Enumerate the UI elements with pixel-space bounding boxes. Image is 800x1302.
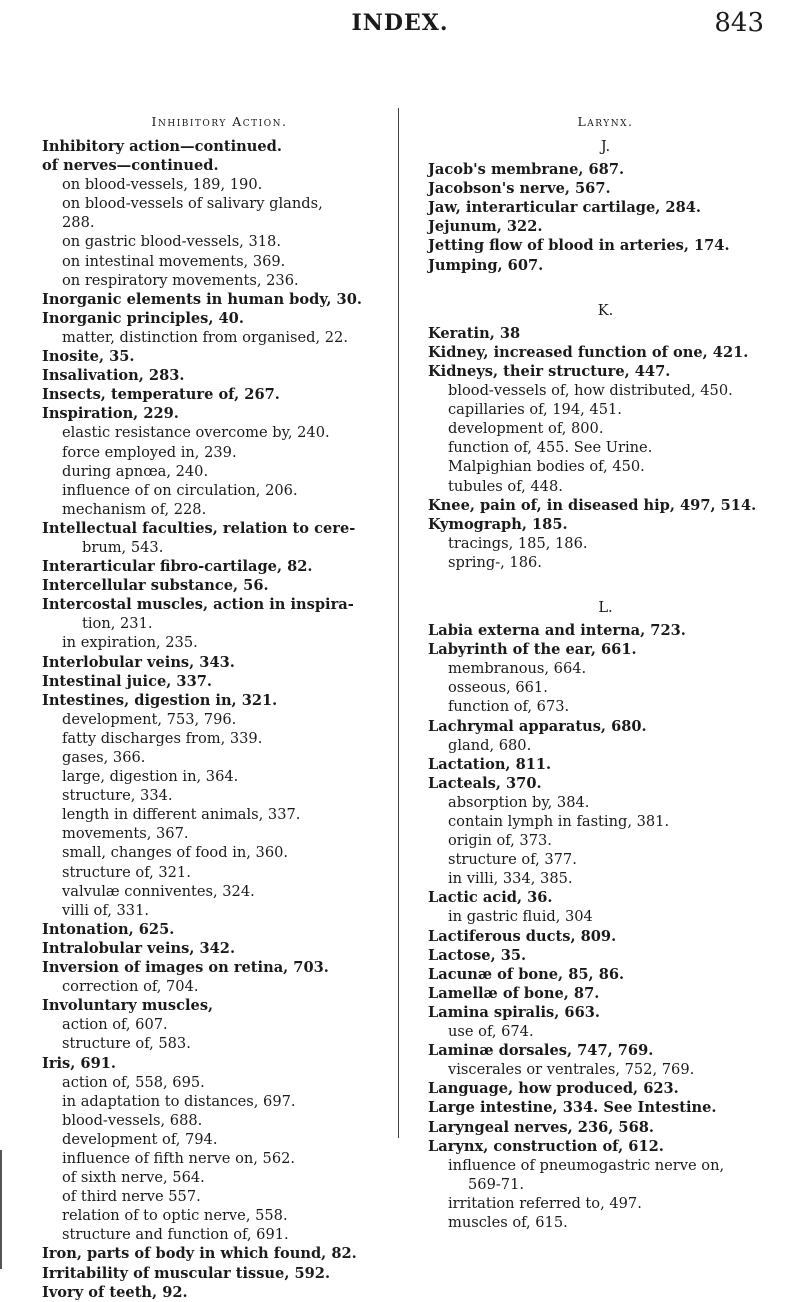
index-entry: Lactation, 811.	[428, 755, 552, 773]
index-entry: Lactiferous ducts, 809.	[428, 927, 617, 945]
right-column	[428, 112, 783, 1232]
index-entry: Inosite, 35.	[42, 348, 135, 366]
index-subentry: membranous, 664.	[448, 660, 587, 678]
column-divider	[398, 108, 399, 1138]
index-subentry: of sixth nerve, 564.	[62, 1169, 205, 1187]
index-subentry: correction of, 704.	[62, 978, 199, 996]
running-head-left: Inhibitory Action.	[151, 114, 288, 129]
index-subentry: on blood-vessels of salivary glands,	[62, 195, 323, 213]
index-subentry: tubules of, 448.	[448, 477, 563, 495]
index-entry: Keratin, 38	[428, 324, 521, 342]
index-subentry: matter, distinction from organised, 22.	[62, 328, 348, 346]
index-entry: Lactose, 35.	[428, 946, 527, 964]
index-entry: Labyrinth of the ear, 661.	[428, 641, 637, 659]
index-subentry: relation of to optic nerve, 558.	[62, 1207, 288, 1225]
index-subentry: tracings, 185, 186.	[448, 534, 588, 552]
index-subentry: in expiration, 235.	[62, 634, 198, 652]
index-entry: Large intestine, 334. See Intestine.	[428, 1099, 717, 1117]
index-subentry: brum, 543.	[82, 538, 164, 556]
index-subentry: on intestinal movements, 369.	[62, 252, 286, 270]
section-letter: J.	[600, 138, 611, 155]
index-subentry: mechanism of, 228.	[62, 500, 207, 518]
index-entry: Language, how produced, 623.	[428, 1080, 679, 1098]
index-subentry: contain lymph in fasting, 381.	[448, 813, 670, 830]
page-edge	[0, 1150, 2, 1269]
index-subentry: muscles of, 615.	[448, 1213, 568, 1231]
index-entry: Kidney, increased function of one, 421.	[428, 343, 749, 361]
index-entry: Jacob's membrane, 687.	[428, 161, 625, 179]
index-subentry: structure of, 583.	[62, 1035, 191, 1053]
index-subentry: spring-, 186.	[448, 553, 542, 571]
index-subentry: 288.	[62, 214, 95, 232]
page-header	[0, 8, 800, 48]
index-subentry: length in different animals, 337.	[62, 806, 301, 824]
index-entry: Inspiration, 229.	[42, 405, 179, 423]
index-subentry: large, digestion in, 364.	[62, 768, 239, 786]
left-column	[42, 112, 397, 1302]
index-entry: Interlobular veins, 343.	[42, 653, 235, 671]
index-subentry: blood-vessels of, how distributed, 450.	[448, 382, 733, 400]
index-subentry: function of, 673.	[448, 698, 570, 716]
index-subentry: gases, 366.	[62, 749, 146, 766]
index-entry: Labia externa and interna, 723.	[428, 622, 686, 640]
index-subentry: blood-vessels, 688.	[62, 1111, 203, 1129]
index-subentry: action of, 607.	[62, 1016, 168, 1034]
index-entry: Intestines, digestion in, 321.	[42, 691, 278, 709]
index-entry: Jumping, 607.	[428, 256, 544, 274]
section-gap	[428, 572, 783, 592]
index-subentry: function of, 455. See Urine.	[448, 439, 653, 457]
index-entry: Intercellular substance, 56.	[42, 577, 269, 595]
index-entry: Knee, pain of, in diseased hip, 497, 514.	[428, 496, 757, 514]
index-subentry: structure of, 321.	[62, 863, 191, 881]
section-letter: L.	[598, 598, 613, 616]
index-subentry: movements, 367.	[62, 825, 189, 843]
index-subentry: absorption by, 384.	[448, 793, 590, 811]
index-subentry: action of, 558, 695.	[62, 1073, 205, 1091]
index-subentry: in gastric fluid, 304	[448, 908, 593, 926]
index-subentry: on blood-vessels, 189, 190.	[62, 176, 263, 194]
index-entry: Insalivation, 283.	[42, 367, 185, 385]
index-entry: Inorganic elements in human body, 30.	[42, 290, 362, 308]
index-subentry: capillaries of, 194, 451.	[448, 401, 622, 419]
index-entry: Jetting flow of blood in arteries, 174.	[428, 237, 730, 255]
index-entry: Insects, temperature of, 267.	[42, 386, 280, 404]
index-entry: Inversion of images on retina, 703.	[42, 959, 329, 977]
index-subentry: development of, 794.	[62, 1130, 218, 1148]
page-title: INDEX.	[351, 10, 449, 36]
index-subentry: influence of pneumogastric nerve on,	[448, 1156, 725, 1174]
index-entry: Lacteals, 370.	[428, 774, 542, 792]
index-entry: Intestinal juice, 337.	[42, 672, 212, 690]
index-subentry: development, 753, 796.	[62, 710, 237, 728]
index-entry: Intonation, 625.	[42, 920, 175, 938]
index-entry: Kymograph, 185.	[428, 515, 568, 533]
index-entry: Ivory of teeth, 92.	[42, 1283, 188, 1301]
index-entry: Involuntary muscles,	[42, 997, 214, 1015]
index-entry: Laminæ dorsales, 747, 769.	[428, 1042, 654, 1060]
index-entry: Iron, parts of body in which found, 82.	[42, 1245, 357, 1263]
index-subentry: viscerales or ventrales, 752, 769.	[448, 1061, 695, 1079]
index-subentry: elastic resistance overcome by, 240.	[62, 424, 330, 442]
index-entry: Lacunæ of bone, 85, 86.	[428, 965, 625, 983]
index-subentry: origin of, 373.	[448, 832, 552, 850]
index-subentry: structure of, 377.	[448, 851, 577, 869]
index-subentry: on respiratory movements, 236.	[62, 271, 299, 289]
index-subentry: influence of on circulation, 206.	[62, 481, 298, 499]
index-subentry: structure, 334.	[62, 787, 173, 805]
index-entry: Inhibitory action—continued.	[42, 138, 282, 155]
running-head-right: Larynx.	[577, 114, 634, 129]
index-entry: of nerves—continued.	[42, 157, 219, 175]
index-entry: Jacobson's nerve, 567.	[428, 180, 611, 198]
index-subentry: in adaptation to distances, 697.	[62, 1092, 296, 1110]
index-subentry: in villi, 334, 385.	[448, 870, 573, 888]
section-letter: K.	[597, 301, 614, 319]
index-entry: Lachrymal apparatus, 680.	[428, 717, 647, 735]
index-entry: Lactic acid, 36.	[428, 889, 553, 907]
index-subentry: force employed in, 239.	[62, 443, 237, 461]
index-entry: Inorganic principles, 40.	[42, 309, 244, 327]
index-entry: Irritability of muscular tissue, 592.	[42, 1264, 331, 1282]
index-subentry: osseous, 661.	[448, 679, 548, 697]
index-entry: Jaw, interarticular cartilage, 284.	[428, 199, 701, 217]
index-entry: Intercostal muscles, action in inspira-	[42, 596, 354, 614]
index-subentry: fatty discharges from, 339.	[62, 729, 263, 747]
index-entry: Lamellæ of bone, 87.	[428, 984, 600, 1002]
section-gap	[428, 275, 783, 295]
index-entry: Iris, 691.	[42, 1054, 116, 1072]
index-subentry: small, changes of food in, 360.	[62, 844, 289, 862]
index-subentry: villi of, 331.	[62, 901, 149, 919]
index-entry: Lamina spiralis, 663.	[428, 1003, 600, 1021]
index-entry: Intellectual faculties, relation to cere-	[42, 519, 356, 537]
index-subentry: Malpighian bodies of, 450.	[448, 458, 645, 476]
index-subentry: use of, 674.	[448, 1023, 534, 1041]
index-subentry: on gastric blood-vessels, 318.	[62, 233, 281, 251]
index-subentry: during apnœa, 240.	[62, 462, 209, 480]
index-entry: Interarticular fibro-cartilage, 82.	[42, 558, 313, 576]
index-entry: Laryngeal nerves, 236, 568.	[428, 1118, 654, 1136]
index-subentry: development of, 800.	[448, 420, 604, 438]
index-subentry: structure and function of, 691.	[62, 1226, 289, 1244]
page-number: 843	[714, 8, 764, 38]
index-subentry: of third nerve 557.	[62, 1188, 201, 1206]
index-subentry: irritation referred to, 497.	[448, 1194, 642, 1212]
index-entry: Kidneys, their structure, 447.	[428, 362, 671, 380]
index-subentry: 569-71.	[468, 1175, 524, 1193]
index-subentry: gland, 680.	[448, 736, 532, 754]
index-entry: Larynx, construction of, 612.	[428, 1137, 664, 1155]
index-subentry: valvulæ conniventes, 324.	[62, 882, 255, 900]
index-entry: Intralobular veins, 342.	[42, 939, 236, 957]
index-subentry: influence of fifth nerve on, 562.	[62, 1149, 296, 1167]
index-subentry: tion, 231.	[82, 615, 153, 633]
index-entry: Jejunum, 322.	[428, 218, 543, 236]
